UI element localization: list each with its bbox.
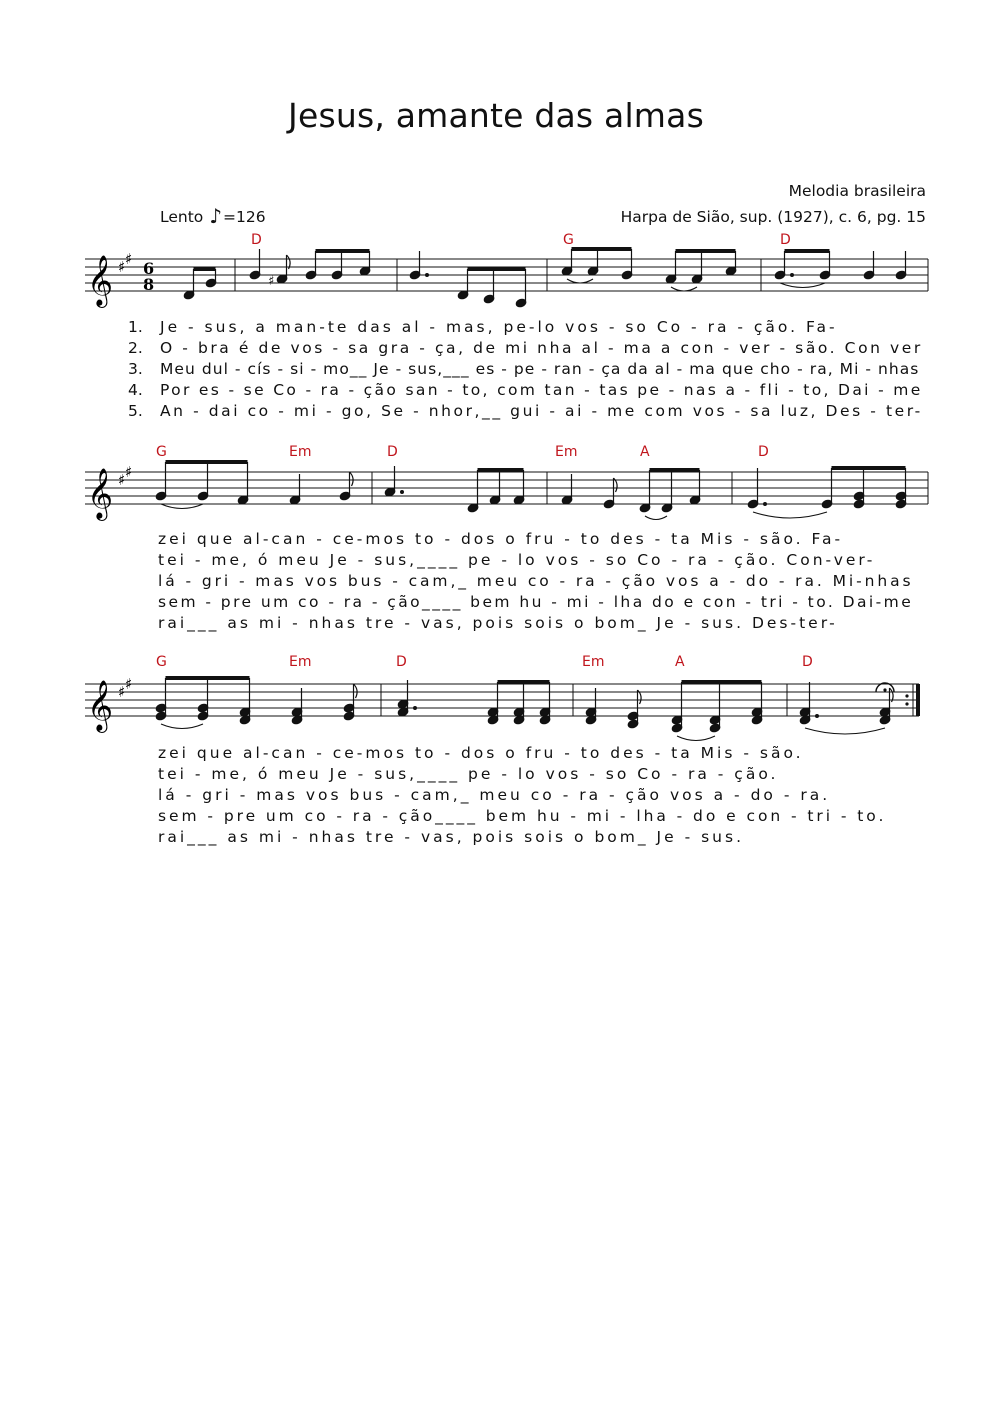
chord-symbol: Em bbox=[289, 654, 312, 670]
lyric-line: zei que al-can - ce-mos to - dos o fru - to des - ta Mis - são. bbox=[158, 744, 804, 762]
lyric-line: O - bra é de vos - sa gra - ça, de mi nha al - ma a con - ver - são. Con ver bbox=[160, 339, 923, 357]
svg-text:♯: ♯ bbox=[118, 258, 126, 276]
chord-symbol: G bbox=[563, 232, 574, 248]
staff-system-1 bbox=[85, 250, 930, 319]
chord-symbol: Em bbox=[555, 444, 578, 460]
eighth-note-icon: ♪ bbox=[209, 204, 222, 228]
chord-symbol: Em bbox=[582, 654, 605, 670]
lyric-line: Je - sus, a man-te das al - mas, pe-lo vos - so Co - ra - ção. Fa- bbox=[160, 318, 838, 336]
chord-symbol: A bbox=[640, 444, 650, 460]
melody-credit: Melodia brasileira bbox=[788, 182, 926, 200]
chord-symbol: D bbox=[396, 654, 407, 670]
svg-text:6: 6 bbox=[143, 259, 155, 278]
verse-number: 4. bbox=[128, 381, 143, 399]
chord-symbol: D bbox=[780, 232, 791, 248]
lyric-line: zei que al-can - ce-mos to - dos o fru - to des - ta Mis - são. Fa- bbox=[158, 530, 844, 548]
staff-system-3 bbox=[85, 675, 930, 744]
chord-symbol: D bbox=[758, 444, 769, 460]
treble-clef-icon: 𝄞 bbox=[87, 468, 114, 519]
lyric-line: rai___ as mi - nhas tre - vas, pois sois o bom_ Je - sus. Des-ter- bbox=[158, 614, 838, 632]
song-title: Jesus, amante das almas bbox=[288, 96, 704, 135]
svg-text:♯: ♯ bbox=[125, 675, 133, 693]
lyric-line: lá - gri - mas vos bus - cam,_ meu co - ra - ção vos a - do - ra. bbox=[158, 786, 831, 804]
verse-number: 3. bbox=[128, 360, 143, 378]
chord-symbol: D bbox=[251, 232, 262, 248]
lyric-line: Por es - se Co - ra - ção san - to, com tan - tas pe - nas a - fli - to, Dai - me bbox=[160, 381, 923, 399]
verse-number: 1. bbox=[128, 318, 143, 336]
svg-text:♯: ♯ bbox=[268, 274, 275, 289]
chord-symbol: D bbox=[802, 654, 813, 670]
source-credit: Harpa de Sião, sup. (1927), c. 6, pg. 15 bbox=[620, 208, 926, 226]
credits bbox=[621, 178, 926, 230]
lyric-line: An - dai co - mi - go, Se - nhor,__ gui - ai - me com vos - sa luz, Des - ter- bbox=[160, 402, 923, 420]
lyric-line: sem - pre um co - ra - ção____ bem hu - mi - lha - do e con - tri - to. bbox=[158, 807, 887, 825]
chord-symbol: D bbox=[387, 444, 398, 460]
lyric-line: rai___ as mi - nhas tre - vas, pois sois o bom_ Je - sus. bbox=[158, 828, 745, 846]
svg-text:8: 8 bbox=[143, 275, 155, 294]
tempo-label: Lento bbox=[160, 208, 204, 226]
chord-symbol: G bbox=[156, 444, 167, 460]
svg-text:♯: ♯ bbox=[125, 463, 133, 481]
tempo-value: =126 bbox=[223, 208, 266, 226]
lyric-line: sem - pre um co - ra - ção____ bem hu - mi - lha do e con - tri - to. Dai-me bbox=[158, 593, 914, 611]
verse-number: 5. bbox=[128, 402, 143, 420]
svg-text:♯: ♯ bbox=[118, 471, 126, 489]
chord-symbol: Em bbox=[289, 444, 312, 460]
lyric-line: tei - me, ó meu Je - sus,____ pe - lo vos - so Co - ra - ção. Con-ver- bbox=[158, 551, 876, 569]
lyric-line: tei - me, ó meu Je - sus,____ pe - lo vos - so Co - ra - ção. bbox=[158, 765, 779, 783]
chord-symbol: G bbox=[156, 654, 167, 670]
tempo-marking bbox=[160, 204, 266, 228]
svg-text:♯: ♯ bbox=[118, 683, 126, 701]
verse-number: 2. bbox=[128, 339, 143, 357]
final-repeat-barline-icon bbox=[916, 684, 920, 716]
treble-clef-icon: 𝄞 bbox=[87, 680, 114, 731]
staff-system-2 bbox=[85, 463, 930, 532]
svg-text:♯: ♯ bbox=[125, 250, 133, 268]
treble-clef-icon: 𝄞 bbox=[87, 255, 114, 306]
lyric-line: Meu dul - cís - si - mo__ Je - sus,___ es - pe - ran - ça da al - ma que cho - ra, Mi - nhas bbox=[160, 360, 920, 378]
lyric-line: lá - gri - mas vos bus - cam,_ meu co - ra - ção vos a - do - ra. Mi-nhas bbox=[158, 572, 914, 590]
chord-symbol: A bbox=[675, 654, 685, 670]
